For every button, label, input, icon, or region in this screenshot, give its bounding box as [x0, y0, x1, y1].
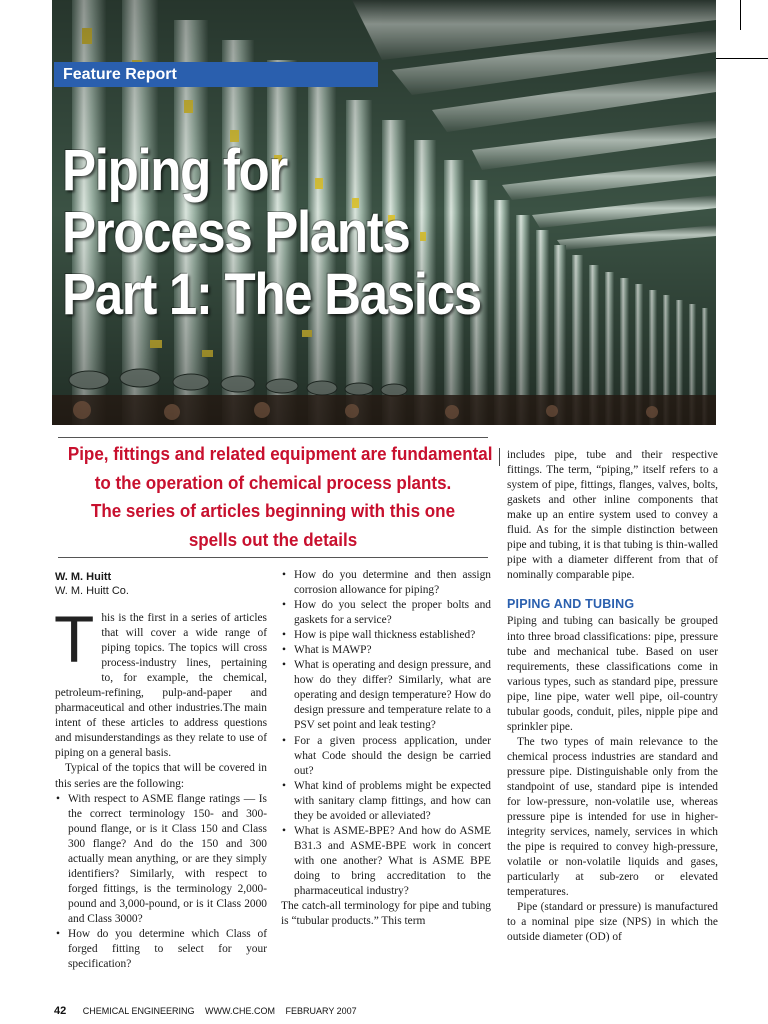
- publication-url: WWW.CHE.COM: [204, 1006, 275, 1016]
- topic-list-2: [281, 568, 491, 899]
- title-line: Process Plants: [62, 200, 410, 265]
- drop-cap: T: [54, 602, 95, 676]
- body-paragraph: Pipe (standard or pressure) is manufactured to a nominal pipe size (NPS) in which the outside diameter (OD) of: [507, 901, 718, 944]
- page-number: 42: [54, 1005, 67, 1017]
- topics-intro: Typical of the topics that will be covered in this series are the following:: [55, 762, 267, 790]
- body-column-3: [507, 448, 718, 946]
- list-item: • What kind of problems might be expected with sanitary clamp fittings, and how can they be avoided or alleviated?: [281, 779, 491, 824]
- intro-text: his is the first in a series of articles that will cover a wide range of piping topics. The topics will cross process-industry lines, pertaining to, for example, the chemical, petroleum-refining, pulp-and-paper and pharmaceutical and other industries.The main intent of these articles to address questions and misunderstandings as they relate to use of piping on a general basis.: [55, 612, 267, 760]
- section-heading: PIPING AND TUBING: [507, 597, 635, 612]
- intro-paragraph: [54, 602, 267, 761]
- title-line: Piping for: [62, 138, 287, 203]
- list-item: • With respect to ASME flange ratings — Is the correct terminology 150- and 300-pound flange, or is it Class 150 and Class 300 flange? And do the 150 and 300 actually mean anything, or are they simply identifiers? Similarly, with respect to forged fittings, is the terminology 2,000-pound and 3,000-pound, or is it Class 2000 and Class 3000?: [55, 792, 267, 927]
- list-item: • How do you determine which Class of forged fitting to select for your specification?: [55, 927, 267, 972]
- body-paragraph: Piping and tubing can basically be grouped into three broad classifications: pipe, pressure tube and mechanical tube. Based on user requirements, these classifications come in various types, such as standard pipe, pressure pipe, line pipe, water well pipe, oil-country tubular goods, conduit, piles, nipple pipe and sprinkler pipe.: [507, 615, 718, 733]
- title-line: Part 1: The Basics: [62, 262, 481, 327]
- page-footer: [54, 1005, 357, 1017]
- topic-list-1: [55, 792, 267, 973]
- continued-paragraph: includes pipe, tube and their respective fittings. The term, “piping,” itself refers to a system of pipe, fittings, flanges, valves, bolts, gaskets and other inline components that make up an entire system used to convey a fluid. As for the simple distinction between pipe and tubing, it is that tubing is thin-walled pipe with a diameter different from that of nominally comparable pipe.: [507, 449, 718, 582]
- article-deck: [67, 440, 493, 554]
- deck-line: The series of articles beginning with this one: [90, 500, 456, 521]
- author-name: W. M. Huitt: [55, 571, 112, 583]
- list-item: • How do you select the proper bolts and gaskets for a service?: [281, 598, 491, 628]
- catch-all-paragraph: The catch-all terminology for pipe and tubing is “tubular products.” This term: [281, 900, 491, 928]
- list-item: • What is MAWP?: [281, 643, 491, 658]
- list-item: • What is operating and design pressure, and how do they differ? Similarly, what are operating and design temperature? How do design pressure and temperature relate to a PSV set point and leak testing?: [281, 658, 491, 733]
- list-item: • What is ASME-BPE? And how do ASME B31.3 and ASME-BPE work in concert with one another? What is ASME BPE doing to bring accreditation to the pharmaceutical industry?: [281, 824, 491, 899]
- issue-date: FEBRUARY 2007: [285, 1006, 357, 1016]
- list-item: • How is pipe wall thickness established?: [281, 628, 491, 643]
- body-paragraph: The two types of main relevance to the chemical process industries are standard and pressure pipe. Distinguishable only from the standpoint of use, standard pipe is intended for low-pressure, non-volatile use, whereas pressure pipe is intended for use in higher-integrity services, namely, services in which the pipe is required to convey high-pressure, volatile or non-volatile liquids and gases, particularly at sub-zero or elevated temperatures.: [507, 735, 718, 899]
- crop-mark: [716, 58, 768, 59]
- section-tag: Feature Report: [54, 62, 378, 87]
- list-item: • For a given process application, under what Code should the design be carried out?: [281, 734, 491, 779]
- author-org: W. M. Huitt Co.: [55, 585, 129, 597]
- column-divider: [499, 448, 500, 466]
- body-column-1: [55, 570, 267, 972]
- article-title: [62, 140, 520, 326]
- crop-mark: [740, 0, 741, 30]
- deck-line: Pipe, fittings and related equipment are fundamental: [67, 443, 493, 464]
- deck-top-rule: [58, 437, 488, 438]
- deck-bottom-rule: [58, 557, 488, 558]
- publication-name: CHEMICAL ENGINEERING: [82, 1006, 195, 1016]
- deck-line: to the operation of chemical process plants.: [94, 471, 452, 493]
- body-column-2: [281, 568, 491, 929]
- deck-line: spells out the details: [188, 528, 358, 550]
- list-item: • How do you determine and then assign corrosion allowance for piping?: [281, 568, 491, 598]
